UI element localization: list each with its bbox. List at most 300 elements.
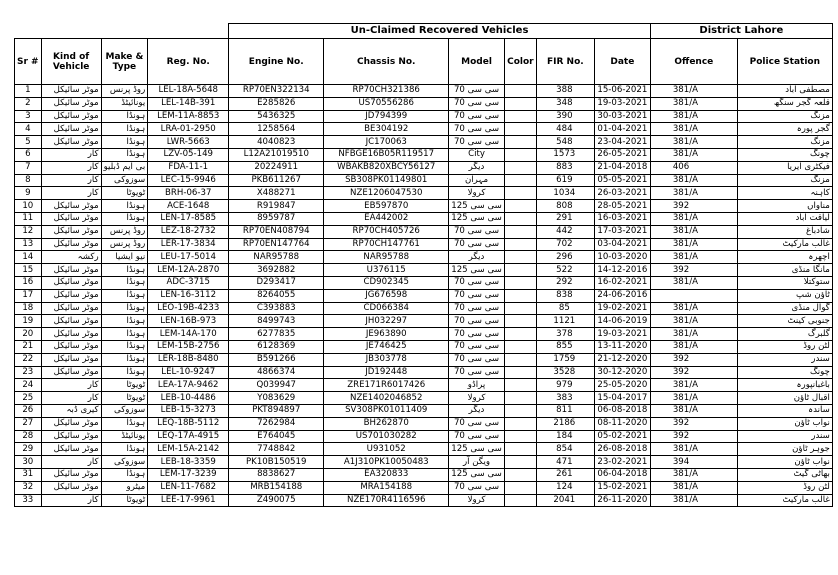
- cell-police: ٹاؤن شپ: [737, 289, 832, 302]
- cell-chassis: NAR95788: [324, 251, 449, 264]
- cell-offence: 381/A: [650, 97, 737, 110]
- cell-kind: موٹر سائیکل: [41, 85, 101, 98]
- table-row: [15, 494, 833, 507]
- cell-offence: 381/A: [650, 251, 737, 264]
- cell-offence: 381/A: [650, 212, 737, 225]
- cell-color: [504, 148, 536, 161]
- cell-engine: 8838627: [229, 468, 324, 481]
- cell-date: 28-05-2021: [594, 200, 650, 213]
- table-row: [15, 187, 833, 200]
- cell-reg: LEB-10-4486: [148, 392, 229, 405]
- table-row: [15, 392, 833, 405]
- cell-kind: موٹر سائیکل: [41, 289, 101, 302]
- cell-offence: 406: [650, 161, 737, 174]
- cell-engine: RP70EN147764: [229, 238, 324, 251]
- cell-chassis: RP70CH405726: [324, 225, 449, 238]
- cell-date: 15-02-2021: [594, 481, 650, 494]
- cell-chassis: A1J310PK10050483: [324, 456, 449, 469]
- cell-chassis: EA442002: [324, 212, 449, 225]
- table-row: [15, 85, 833, 98]
- cell-fir: 378: [536, 328, 594, 341]
- header-offence: Offence: [650, 39, 737, 85]
- title-row: [15, 24, 833, 39]
- cell-model: دیگر: [449, 251, 505, 264]
- cell-reg: LEN-16B-973: [148, 315, 229, 328]
- cell-chassis: RP70CH321386: [324, 85, 449, 98]
- cell-date: 26-05-2021: [594, 148, 650, 161]
- cell-model: دیگر: [449, 161, 505, 174]
- cell-engine: Z490075: [229, 494, 324, 507]
- cell-model: سی سی 70: [449, 315, 505, 328]
- cell-kind: موٹر سائیکل: [41, 110, 101, 123]
- table-row: [15, 264, 833, 277]
- cell-date: 05-05-2021: [594, 174, 650, 187]
- cell-chassis: SB308PK01149801: [324, 174, 449, 187]
- cell-make: ہونڈا: [101, 353, 148, 366]
- cell-color: [504, 200, 536, 213]
- cell-reg: LRA-01-2950: [148, 123, 229, 136]
- cell-date: 16-03-2021: [594, 212, 650, 225]
- cell-color: [504, 481, 536, 494]
- table-row: [15, 289, 833, 302]
- table-row: [15, 353, 833, 366]
- cell-sr: 18: [15, 302, 42, 315]
- cell-police: سندر: [737, 353, 832, 366]
- cell-date: 26-08-2018: [594, 443, 650, 456]
- cell-police: سندر: [737, 430, 832, 443]
- cell-chassis: U376115: [324, 264, 449, 277]
- cell-make: یونائیٹڈ: [101, 430, 148, 443]
- cell-kind: موٹر سائیکل: [41, 353, 101, 366]
- table-body: [15, 85, 833, 507]
- cell-chassis: JC170063: [324, 136, 449, 149]
- cell-engine: 20224911: [229, 161, 324, 174]
- cell-fir: 3528: [536, 366, 594, 379]
- cell-police: چونگ: [737, 148, 832, 161]
- cell-engine: R919847: [229, 200, 324, 213]
- cell-sr: 24: [15, 379, 42, 392]
- cell-reg: LEM-12A-2870: [148, 264, 229, 277]
- header-kind: Kind of Vehicle: [41, 39, 101, 85]
- cell-model: سی سی 70: [449, 340, 505, 353]
- cell-date: 15-04-2017: [594, 392, 650, 405]
- cell-kind: موٹر سائیکل: [41, 200, 101, 213]
- cell-fir: 883: [536, 161, 594, 174]
- cell-make: ہونڈا: [101, 110, 148, 123]
- cell-date: 01-04-2021: [594, 123, 650, 136]
- cell-color: [504, 430, 536, 443]
- cell-offence: 381/A: [650, 187, 737, 200]
- table-row: [15, 443, 833, 456]
- cell-model: کرولا: [449, 392, 505, 405]
- cell-make: ٹویوٹا: [101, 187, 148, 200]
- cell-offence: 381/A: [650, 148, 737, 161]
- cell-engine: RP70EN408794: [229, 225, 324, 238]
- cell-color: [504, 456, 536, 469]
- table-row: [15, 417, 833, 430]
- cell-model: سی سی 70: [449, 238, 505, 251]
- cell-chassis: JG676598: [324, 289, 449, 302]
- cell-reg: LEE-17-9961: [148, 494, 229, 507]
- table-row: [15, 340, 833, 353]
- table-row: [15, 225, 833, 238]
- cell-offence: 381/A: [650, 85, 737, 98]
- cell-make: ہونڈا: [101, 289, 148, 302]
- cell-make: ہونڈا: [101, 328, 148, 341]
- cell-police: گوال منڈی: [737, 302, 832, 315]
- vehicles-table: [14, 23, 833, 507]
- cell-make: سوزوکی: [101, 174, 148, 187]
- cell-fir: 838: [536, 289, 594, 302]
- cell-fir: 442: [536, 225, 594, 238]
- cell-engine: 8499743: [229, 315, 324, 328]
- cell-make: روڈ پرنس: [101, 225, 148, 238]
- cell-reg: LEN-17-8585: [148, 212, 229, 225]
- cell-make: بی ایم ڈبلیو: [101, 161, 148, 174]
- cell-reg: LEU-17-5014: [148, 251, 229, 264]
- cell-model: سی سی 70: [449, 328, 505, 341]
- cell-kind: کیری ڈبہ: [41, 404, 101, 417]
- cell-make: سوزوکی: [101, 456, 148, 469]
- cell-color: [504, 417, 536, 430]
- cell-reg: BRH-06-37: [148, 187, 229, 200]
- cell-reg: LEC-15-9946: [148, 174, 229, 187]
- cell-reg: LEQ-17A-4915: [148, 430, 229, 443]
- cell-model: سی سی 70: [449, 85, 505, 98]
- cell-reg: ADC-3715: [148, 276, 229, 289]
- cell-offence: 381/A: [650, 136, 737, 149]
- cell-chassis: MRA154188: [324, 481, 449, 494]
- cell-make: ہونڈا: [101, 123, 148, 136]
- cell-model: سی سی 70: [449, 136, 505, 149]
- cell-date: 30-12-2020: [594, 366, 650, 379]
- cell-reg: ACE-1648: [148, 200, 229, 213]
- cell-chassis: WBAKB820XBCY56127: [324, 161, 449, 174]
- cell-date: 10-03-2020: [594, 251, 650, 264]
- cell-sr: 17: [15, 289, 42, 302]
- cell-engine: C393883: [229, 302, 324, 315]
- cell-offence: 381/A: [650, 379, 737, 392]
- cell-chassis: BE304192: [324, 123, 449, 136]
- cell-fir: 702: [536, 238, 594, 251]
- cell-engine: RP70EN322134: [229, 85, 324, 98]
- cell-sr: 30: [15, 456, 42, 469]
- cell-make: ٹویوٹا: [101, 379, 148, 392]
- cell-kind: کار: [41, 379, 101, 392]
- cell-engine: 5436325: [229, 110, 324, 123]
- cell-kind: موٹر سائیکل: [41, 302, 101, 315]
- cell-model: سی سی 70: [449, 366, 505, 379]
- cell-engine: 8959787: [229, 212, 324, 225]
- cell-reg: LEB-18-3359: [148, 456, 229, 469]
- cell-offence: 392: [650, 353, 737, 366]
- table-row: [15, 238, 833, 251]
- cell-color: [504, 264, 536, 277]
- cell-date: 21-12-2020: [594, 353, 650, 366]
- cell-model: سی سی 70: [449, 123, 505, 136]
- cell-reg: LEA-17A-9462: [148, 379, 229, 392]
- cell-reg: LEM-17-3239: [148, 468, 229, 481]
- cell-kind: کار: [41, 161, 101, 174]
- cell-chassis: EA320833: [324, 468, 449, 481]
- cell-date: 17-03-2021: [594, 225, 650, 238]
- cell-sr: 22: [15, 353, 42, 366]
- cell-sr: 28: [15, 430, 42, 443]
- cell-model: سی سی 125: [449, 264, 505, 277]
- cell-chassis: CD902345: [324, 276, 449, 289]
- cell-sr: 9: [15, 187, 42, 200]
- district-title: District Lahore: [650, 24, 832, 39]
- cell-color: [504, 225, 536, 238]
- cell-offence: 381/A: [650, 340, 737, 353]
- header-reg: Reg. No.: [148, 39, 229, 85]
- cell-color: [504, 110, 536, 123]
- cell-model: سی سی 70: [449, 430, 505, 443]
- cell-chassis: JB303778: [324, 353, 449, 366]
- cell-kind: موٹر سائیکل: [41, 468, 101, 481]
- cell-date: 13-11-2020: [594, 340, 650, 353]
- table-row: [15, 404, 833, 417]
- cell-make: ہونڈا: [101, 302, 148, 315]
- cell-model: دیگر: [449, 404, 505, 417]
- cell-sr: 5: [15, 136, 42, 149]
- cell-offence: 381/A: [650, 123, 737, 136]
- table-row: [15, 366, 833, 379]
- cell-date: 23-04-2021: [594, 136, 650, 149]
- cell-model: سی سی 125: [449, 468, 505, 481]
- cell-make: ہونڈا: [101, 200, 148, 213]
- cell-sr: 31: [15, 468, 42, 481]
- cell-date: 05-02-2021: [594, 430, 650, 443]
- cell-kind: کار: [41, 494, 101, 507]
- cell-date: 03-04-2021: [594, 238, 650, 251]
- table-row: [15, 174, 833, 187]
- cell-fir: 619: [536, 174, 594, 187]
- cell-color: [504, 161, 536, 174]
- cell-chassis: RP70CH147761: [324, 238, 449, 251]
- cell-police: قلعہ گجر سنگھ: [737, 97, 832, 110]
- cell-kind: موٹر سائیکل: [41, 366, 101, 379]
- cell-make: ہونڈا: [101, 276, 148, 289]
- cell-date: 06-08-2018: [594, 404, 650, 417]
- cell-sr: 21: [15, 340, 42, 353]
- cell-offence: 381/A: [650, 110, 737, 123]
- cell-offence: 392: [650, 430, 737, 443]
- cell-reg: LEL-18A-5648: [148, 85, 229, 98]
- cell-chassis: JH032297: [324, 315, 449, 328]
- cell-make: ہونڈا: [101, 366, 148, 379]
- cell-police: لیاقت آباد: [737, 212, 832, 225]
- cell-offence: 381/A: [650, 468, 737, 481]
- cell-reg: LEN-11-7682: [148, 481, 229, 494]
- cell-chassis: SV308PK01011409: [324, 404, 449, 417]
- cell-offence: 394: [650, 456, 737, 469]
- cell-sr: 19: [15, 315, 42, 328]
- cell-kind: رکشہ: [41, 251, 101, 264]
- cell-model: کرولا: [449, 494, 505, 507]
- header-date: Date: [594, 39, 650, 85]
- cell-sr: 11: [15, 212, 42, 225]
- cell-fir: 1121: [536, 315, 594, 328]
- column-header-row: [15, 39, 833, 85]
- cell-police: شادباغ: [737, 225, 832, 238]
- cell-model: پراڈو: [449, 379, 505, 392]
- cell-fir: 979: [536, 379, 594, 392]
- cell-police: مانگا منڈی: [737, 264, 832, 277]
- cell-sr: 27: [15, 417, 42, 430]
- cell-offence: 381/A: [650, 392, 737, 405]
- cell-sr: 23: [15, 366, 42, 379]
- cell-reg: LER-18B-8480: [148, 353, 229, 366]
- cell-engine: 7748842: [229, 443, 324, 456]
- cell-offence: 381/A: [650, 238, 737, 251]
- cell-sr: 10: [15, 200, 42, 213]
- cell-color: [504, 238, 536, 251]
- cell-chassis: EB597870: [324, 200, 449, 213]
- cell-date: 30-03-2021: [594, 110, 650, 123]
- table-row: [15, 251, 833, 264]
- cell-police: غالب مارکیٹ: [737, 238, 832, 251]
- cell-police: باغبانپورہ: [737, 379, 832, 392]
- cell-date: 25-05-2020: [594, 379, 650, 392]
- group-title: Un-Claimed Recovered Vehicles: [229, 24, 651, 39]
- cell-fir: 383: [536, 392, 594, 405]
- cell-make: ہونڈا: [101, 417, 148, 430]
- cell-make: ٹویوٹا: [101, 392, 148, 405]
- cell-sr: 16: [15, 276, 42, 289]
- cell-police: فیکٹری ایریا: [737, 161, 832, 174]
- cell-color: [504, 276, 536, 289]
- table-row: [15, 161, 833, 174]
- cell-model: سی سی 125: [449, 443, 505, 456]
- cell-reg: LWR-5663: [148, 136, 229, 149]
- header-engine: Engine No.: [229, 39, 324, 85]
- cell-engine: PK10B150519: [229, 456, 324, 469]
- cell-date: 19-03-2021: [594, 328, 650, 341]
- cell-chassis: BH262870: [324, 417, 449, 430]
- cell-kind: موٹر سائیکل: [41, 276, 101, 289]
- cell-make: نیو ایشیا: [101, 251, 148, 264]
- cell-sr: 3: [15, 110, 42, 123]
- cell-fir: 854: [536, 443, 594, 456]
- cell-reg: LER-17-3834: [148, 238, 229, 251]
- cell-color: [504, 315, 536, 328]
- cell-police: چونگ: [737, 366, 832, 379]
- table-row: [15, 315, 833, 328]
- cell-date: 26-03-2021: [594, 187, 650, 200]
- cell-color: [504, 353, 536, 366]
- cell-offence: 381/A: [650, 494, 737, 507]
- cell-fir: 296: [536, 251, 594, 264]
- cell-kind: موٹر سائیکل: [41, 481, 101, 494]
- cell-kind: کار: [41, 187, 101, 200]
- cell-reg: LEL-10-9247: [148, 366, 229, 379]
- cell-engine: D293417: [229, 276, 324, 289]
- cell-make: ٹویوٹا: [101, 494, 148, 507]
- vehicles-sheet: [14, 23, 833, 507]
- cell-date: 19-02-2021: [594, 302, 650, 315]
- cell-date: 23-02-2021: [594, 456, 650, 469]
- cell-police: مناواں: [737, 200, 832, 213]
- cell-model: سی سی 70: [449, 225, 505, 238]
- cell-color: [504, 174, 536, 187]
- cell-engine: L12A21019510: [229, 148, 324, 161]
- cell-make: روڈ پرنس: [101, 238, 148, 251]
- cell-offence: 381/A: [650, 302, 737, 315]
- cell-reg: LEQ-18B-5112: [148, 417, 229, 430]
- table-row: [15, 481, 833, 494]
- cell-kind: موٹر سائیکل: [41, 225, 101, 238]
- cell-model: سی سی 70: [449, 276, 505, 289]
- cell-chassis: NZE170R4116596: [324, 494, 449, 507]
- cell-model: سی سی 125: [449, 212, 505, 225]
- table-row: [15, 136, 833, 149]
- cell-kind: موٹر سائیکل: [41, 136, 101, 149]
- cell-engine: 4866374: [229, 366, 324, 379]
- cell-chassis: U931052: [324, 443, 449, 456]
- cell-sr: 15: [15, 264, 42, 277]
- cell-offence: 381/A: [650, 174, 737, 187]
- cell-engine: MRB154188: [229, 481, 324, 494]
- cell-police: گلبرگ: [737, 328, 832, 341]
- cell-police: ستوکتلا: [737, 276, 832, 289]
- cell-fir: 811: [536, 404, 594, 417]
- cell-model: سی سی 70: [449, 353, 505, 366]
- cell-kind: موٹر سائیکل: [41, 443, 101, 456]
- cell-date: 24-06-2016: [594, 289, 650, 302]
- cell-kind: کار: [41, 174, 101, 187]
- header-color: Color: [504, 39, 536, 85]
- cell-sr: 13: [15, 238, 42, 251]
- cell-offence: 392: [650, 200, 737, 213]
- cell-fir: 808: [536, 200, 594, 213]
- header-model: Model: [449, 39, 505, 85]
- cell-color: [504, 97, 536, 110]
- cell-color: [504, 494, 536, 507]
- cell-engine: E285826: [229, 97, 324, 110]
- cell-date: 21-04-2018: [594, 161, 650, 174]
- cell-color: [504, 302, 536, 315]
- cell-offence: 381/A: [650, 276, 737, 289]
- cell-police: اقبال ٹاؤن: [737, 392, 832, 405]
- cell-color: [504, 187, 536, 200]
- cell-engine: X488271: [229, 187, 324, 200]
- cell-reg: LEN-16-3112: [148, 289, 229, 302]
- cell-sr: 32: [15, 481, 42, 494]
- cell-date: 26-11-2020: [594, 494, 650, 507]
- cell-engine: NAR95788: [229, 251, 324, 264]
- cell-fir: 184: [536, 430, 594, 443]
- header-fir: FIR No.: [536, 39, 594, 85]
- cell-color: [504, 379, 536, 392]
- cell-date: 06-04-2018: [594, 468, 650, 481]
- cell-chassis: CD066384: [324, 302, 449, 315]
- table-row: [15, 276, 833, 289]
- cell-model: سی سی 70: [449, 481, 505, 494]
- cell-color: [504, 136, 536, 149]
- cell-offence: 381/A: [650, 404, 737, 417]
- cell-chassis: JE963890: [324, 328, 449, 341]
- cell-reg: LEM-11A-8853: [148, 110, 229, 123]
- cell-kind: کار: [41, 456, 101, 469]
- cell-reg: FDA-11-1: [148, 161, 229, 174]
- cell-sr: 7: [15, 161, 42, 174]
- cell-sr: 26: [15, 404, 42, 417]
- cell-fir: 471: [536, 456, 594, 469]
- cell-model: سی سی 70: [449, 417, 505, 430]
- cell-color: [504, 123, 536, 136]
- cell-color: [504, 212, 536, 225]
